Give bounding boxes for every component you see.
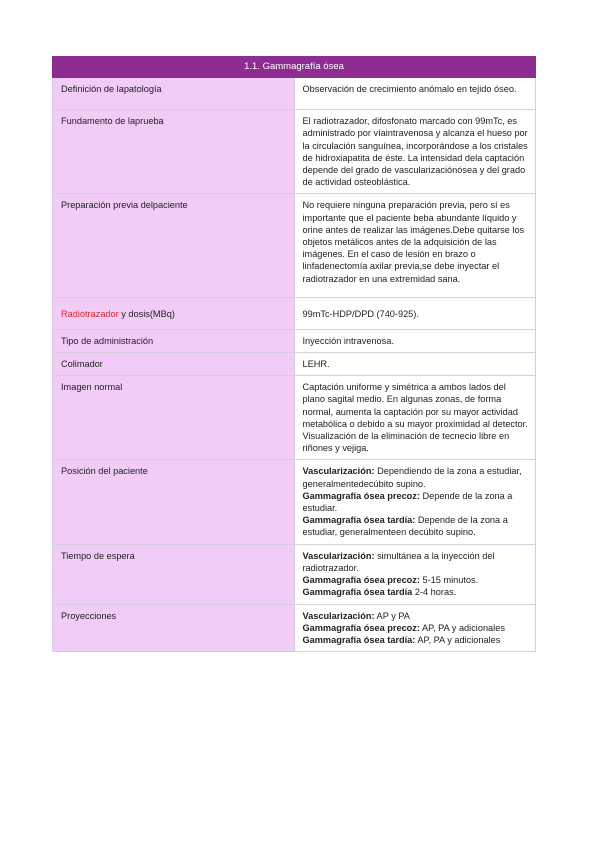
row-label: Colimador (53, 353, 295, 376)
row-label: Tipo de administración (53, 329, 295, 352)
row-label: Fundamento de laprueba (53, 110, 295, 194)
item-text: Dependiendo de la zona a estudiar, generalmentedecúbito supino. (302, 466, 522, 489)
row-value: LEHR. (294, 353, 536, 376)
list-item (303, 622, 530, 634)
item-key: Gammagrafía ósea tardía: (302, 515, 416, 526)
list-item (303, 586, 530, 598)
table-row (53, 78, 536, 110)
item-text: 2-4 horas. (412, 587, 457, 598)
row-label (53, 297, 295, 329)
row-value: Observación de crecimiento anómalo en tejido óseo. (294, 78, 536, 110)
table-row (53, 297, 536, 329)
row-value (294, 604, 536, 652)
item-text: AP, PA y adicionales (415, 634, 501, 645)
list-item (303, 514, 530, 538)
item-key: Gammagrafía ósea precoz: (302, 490, 420, 501)
item-text: 5-15 minutos. (419, 575, 479, 586)
table-header-row (53, 57, 536, 78)
radiotrazador-label: Radiotrazador (61, 308, 119, 319)
row-value: 99mTc-HDP/DPD (740-925). (294, 297, 536, 329)
row-value: Captación uniforme y simétrica a ambos lados del plano sagital medio. En algunas zonas, de forma normal, aumenta la captación por su mayor actividad metabólica o debido a su mayor proximidad al detector. Visualización de la eliminación de tecnecio libre en riñones y vejiga. (294, 376, 536, 460)
row-label: Tiempo de espera (53, 544, 295, 604)
item-key: Vascularización: (302, 550, 375, 561)
table-row (53, 329, 536, 352)
document-page (52, 56, 536, 652)
item-text: simultánea a la inyección del radiotrazador. (302, 550, 495, 573)
item-key: Vascularización: (302, 466, 375, 477)
row-label: Definición de lapatología (53, 78, 295, 110)
item-key: Gammagrafía ósea precoz: (302, 575, 420, 586)
list-item (303, 634, 530, 646)
table-row (53, 110, 536, 194)
info-table (52, 56, 536, 652)
row-value: Inyección intravenosa. (294, 329, 536, 352)
list-item (303, 465, 530, 489)
item-text: AP, PA y adicionales (419, 622, 505, 633)
table-row (53, 194, 536, 297)
table-title: 1.1. Gammagrafía ósea (53, 57, 536, 78)
table-row (53, 544, 536, 604)
row-value: No requiere ninguna preparación previa, pero sí es importante que el paciente beba abundante líquido y orine antes de realizar las imágenes.Debe quitarse los objetos metálicos antes de la adquisición de las imágenes. En el caso de lesión en brazo o linfadenectomía axilar previa,se debe inyectar el radiotrazador en una extremidad sana. (294, 194, 536, 297)
row-label: Preparación previa delpaciente (53, 194, 295, 297)
list-item (303, 490, 530, 514)
table-row (53, 376, 536, 460)
row-value (294, 460, 536, 544)
item-key: Vascularización: (302, 610, 375, 621)
row-value (294, 544, 536, 604)
item-key: Gammagrafía ósea precoz: (302, 622, 420, 633)
row-label: Proyecciones (53, 604, 295, 652)
list-item (303, 550, 530, 574)
table-row (53, 604, 536, 652)
item-key: Gammagrafía ósea tardía (302, 587, 413, 598)
item-text: AP y PA (374, 610, 410, 621)
row-value: El radiotrazador, difosfonato marcado con 99mTc, es administrado por víaintravenosa y alcanza el hueso por la circulación sanguínea, incorporándose a los cristales de hidroxiapatita de éste. La intensidad dela captación depende del grado de vascularizaciónósea y del grado de actividad osteoblástica. (294, 110, 536, 194)
dose-label: y dosis(MBq) (118, 308, 175, 319)
table-row (53, 460, 536, 544)
item-key: Gammagrafía ósea tardía: (302, 634, 416, 645)
table-row (53, 353, 536, 376)
item-text: Depende de la zona a estudiar. (302, 490, 513, 514)
row-label: Posición del paciente (53, 460, 295, 544)
item-text: Depende de la zona a estudiar, generalmenteen decúbito supino. (302, 515, 508, 538)
list-item (303, 610, 530, 622)
list-item (303, 574, 530, 586)
row-label: Imagen normal (53, 376, 295, 460)
